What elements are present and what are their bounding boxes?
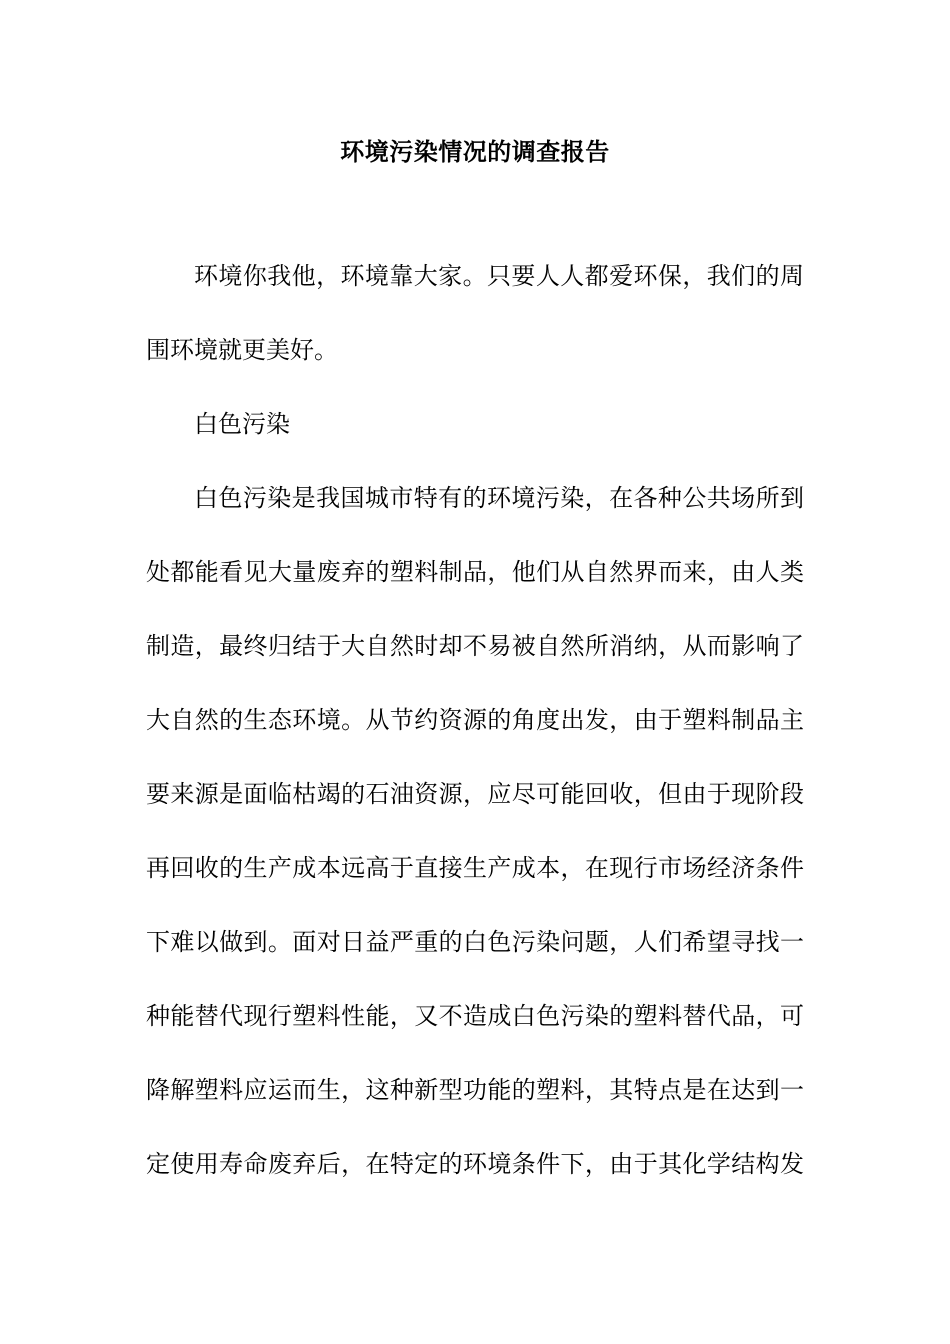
paragraph-line: 围环境就更美好。 [146,336,338,364]
paragraph-line: 制造，最终归结于大自然时却不易被自然所消纳，从而影响了 [146,632,804,660]
paragraph-line: 要来源是面临枯竭的石油资源，应尽可能回收，但由于现阶段 [146,780,804,808]
paragraph-line: 定使用寿命废弃后，在特定的环境条件下，由于其化学结构发 [146,1150,804,1178]
section-heading: 白色污染 [194,410,290,438]
paragraph-line: 降解塑料应运而生，这种新型功能的塑料，其特点是在达到一 [146,1076,804,1104]
document-body [146,256,804,1218]
paragraph-line: 白色污染是我国城市特有的环境污染，在各种公共场所到 [194,484,804,512]
paragraph-line: 环境你我他，环境靠大家。只要人人都爱环保，我们的周 [194,262,804,290]
paragraph-line: 再回收的生产成本远高于直接生产成本，在现行市场经济条件 [146,854,804,882]
paragraph-line: 下难以做到。面对日益严重的白色污染问题，人们希望寻找一 [146,928,804,956]
paragraph-line: 处都能看见大量废弃的塑料制品，他们从自然界而来，由人类 [146,558,804,586]
paragraph-line: 种能替代现行塑料性能，又不造成白色污染的塑料替代品，可 [146,1002,804,1030]
document-title: 环境污染情况的调查报告 [340,137,610,166]
paragraph-line: 大自然的生态环境。从节约资源的角度出发，由于塑料制品主 [146,706,804,734]
